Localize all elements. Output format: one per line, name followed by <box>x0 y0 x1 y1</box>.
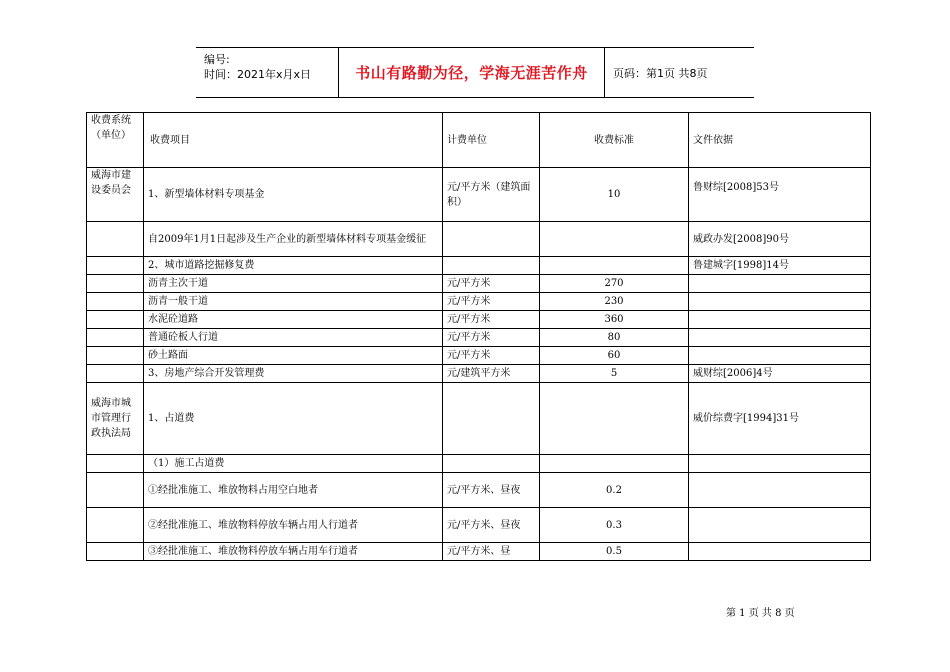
cell-item: 水泥砼道路 <box>144 311 443 329</box>
cell-item: 沥青主次干道 <box>144 275 443 293</box>
table-row <box>87 543 871 561</box>
cell-basis <box>689 508 871 543</box>
cell-dept: 威海市建设委员会 <box>87 168 144 222</box>
cell-standard: 270 <box>540 275 689 293</box>
cell-standard <box>540 383 689 455</box>
table-row <box>87 473 871 508</box>
cell-dept <box>87 275 144 293</box>
cell-standard <box>540 222 689 257</box>
cell-standard <box>540 257 689 275</box>
table-row <box>87 293 871 311</box>
cell-dept <box>87 257 144 275</box>
column-header-unit: 计费单位 <box>443 113 540 168</box>
cell-dept <box>87 222 144 257</box>
cell-unit: 元/平方米（建筑面积） <box>443 168 540 222</box>
cell-basis: 威财综[2006]4号 <box>689 365 871 383</box>
cell-item: 1、新型墙体材料专项基金 <box>144 168 443 222</box>
column-header-standard: 收费标准 <box>540 113 689 168</box>
table-row <box>87 347 871 365</box>
header-motto: 书山有路勤为径，学海无涯苦作舟 <box>339 48 605 97</box>
document-number: 编号: <box>204 53 230 66</box>
cell-item: （1）施工占道费 <box>144 455 443 473</box>
cell-item: 沥青一般干道 <box>144 293 443 311</box>
cell-dept <box>87 329 144 347</box>
table-row <box>87 455 871 473</box>
cell-basis <box>689 311 871 329</box>
cell-standard: 230 <box>540 293 689 311</box>
cell-item: ①经批准施工、堆放物料占用空白地者 <box>144 473 443 508</box>
cell-standard <box>540 455 689 473</box>
cell-unit <box>443 222 540 257</box>
cell-item: 砂土路面 <box>144 347 443 365</box>
cell-unit: 元/建筑平方米 <box>443 365 540 383</box>
cell-standard: 10 <box>540 168 689 222</box>
cell-dept <box>87 455 144 473</box>
cell-item: ③经批准施工、堆放物料停放车辆占用车行道者 <box>144 543 443 561</box>
cell-item: ②经批准施工、堆放物料停放车辆占用人行道者 <box>144 508 443 543</box>
cell-standard: 0.2 <box>540 473 689 508</box>
cell-standard: 5 <box>540 365 689 383</box>
cell-dept <box>87 311 144 329</box>
table-row <box>87 257 871 275</box>
table-row <box>87 383 871 455</box>
cell-item: 自2009年1月1日起涉及生产企业的新型墙体材料专项基金缓征 <box>144 222 443 257</box>
column-header-item: 收费项目 <box>144 113 443 168</box>
document-date: 时间：2021年x月x日 <box>204 68 312 81</box>
cell-dept <box>87 365 144 383</box>
header-page-number: 页码：第1页 共8页 <box>613 66 708 80</box>
cell-basis <box>689 275 871 293</box>
cell-unit: 元/平方米 <box>443 275 540 293</box>
cell-dept <box>87 293 144 311</box>
table-row <box>87 168 871 222</box>
cell-unit: 元/平方米、昼 <box>443 543 540 561</box>
cell-dept <box>87 473 144 508</box>
cell-unit <box>443 257 540 275</box>
column-header-basis: 文件依据 <box>689 113 871 168</box>
cell-dept <box>87 347 144 365</box>
cell-unit: 元/平方米 <box>443 329 540 347</box>
cell-dept <box>87 508 144 543</box>
cell-standard: 360 <box>540 311 689 329</box>
table-row <box>87 329 871 347</box>
table-row <box>87 275 871 293</box>
header-meta <box>196 48 339 97</box>
cell-basis <box>689 329 871 347</box>
cell-item: 1、占道费 <box>144 383 443 455</box>
cell-dept: 威海市城市管理行政执法局 <box>87 383 144 455</box>
table-row <box>87 508 871 543</box>
cell-basis: 鲁建城字[1998]14号 <box>689 257 871 275</box>
cell-dept <box>87 543 144 561</box>
cell-basis <box>689 347 871 365</box>
cell-standard: 80 <box>540 329 689 347</box>
cell-unit: 元/平方米 <box>443 347 540 365</box>
cell-basis <box>689 455 871 473</box>
cell-unit <box>443 383 540 455</box>
cell-unit: 元/平方米 <box>443 293 540 311</box>
cell-basis <box>689 293 871 311</box>
table-header-row <box>87 113 871 168</box>
column-header-dept: 收费系统（单位） <box>87 113 144 168</box>
table-row <box>87 365 871 383</box>
page-footer: 第 1 页 共 8 页 <box>726 608 795 619</box>
table-row <box>87 311 871 329</box>
fee-table <box>86 112 871 561</box>
cell-basis: 威政办发[2008]90号 <box>689 222 871 257</box>
table-row <box>87 222 871 257</box>
cell-standard: 0.3 <box>540 508 689 543</box>
cell-standard: 0.5 <box>540 543 689 561</box>
page-header <box>196 47 754 98</box>
cell-basis <box>689 543 871 561</box>
cell-unit: 元/平方米 <box>443 311 540 329</box>
cell-item: 2、城市道路挖掘修复费 <box>144 257 443 275</box>
cell-basis: 鲁财综[2008]53号 <box>689 168 871 222</box>
cell-basis <box>689 473 871 508</box>
cell-unit: 元/平方米、昼夜 <box>443 473 540 508</box>
cell-item: 3、房地产综合开发管理费 <box>144 365 443 383</box>
cell-standard: 60 <box>540 347 689 365</box>
cell-item: 普通砼板人行道 <box>144 329 443 347</box>
cell-basis: 威价综费字[1994]31号 <box>689 383 871 455</box>
cell-unit: 元/平方米、昼夜 <box>443 508 540 543</box>
cell-unit <box>443 455 540 473</box>
